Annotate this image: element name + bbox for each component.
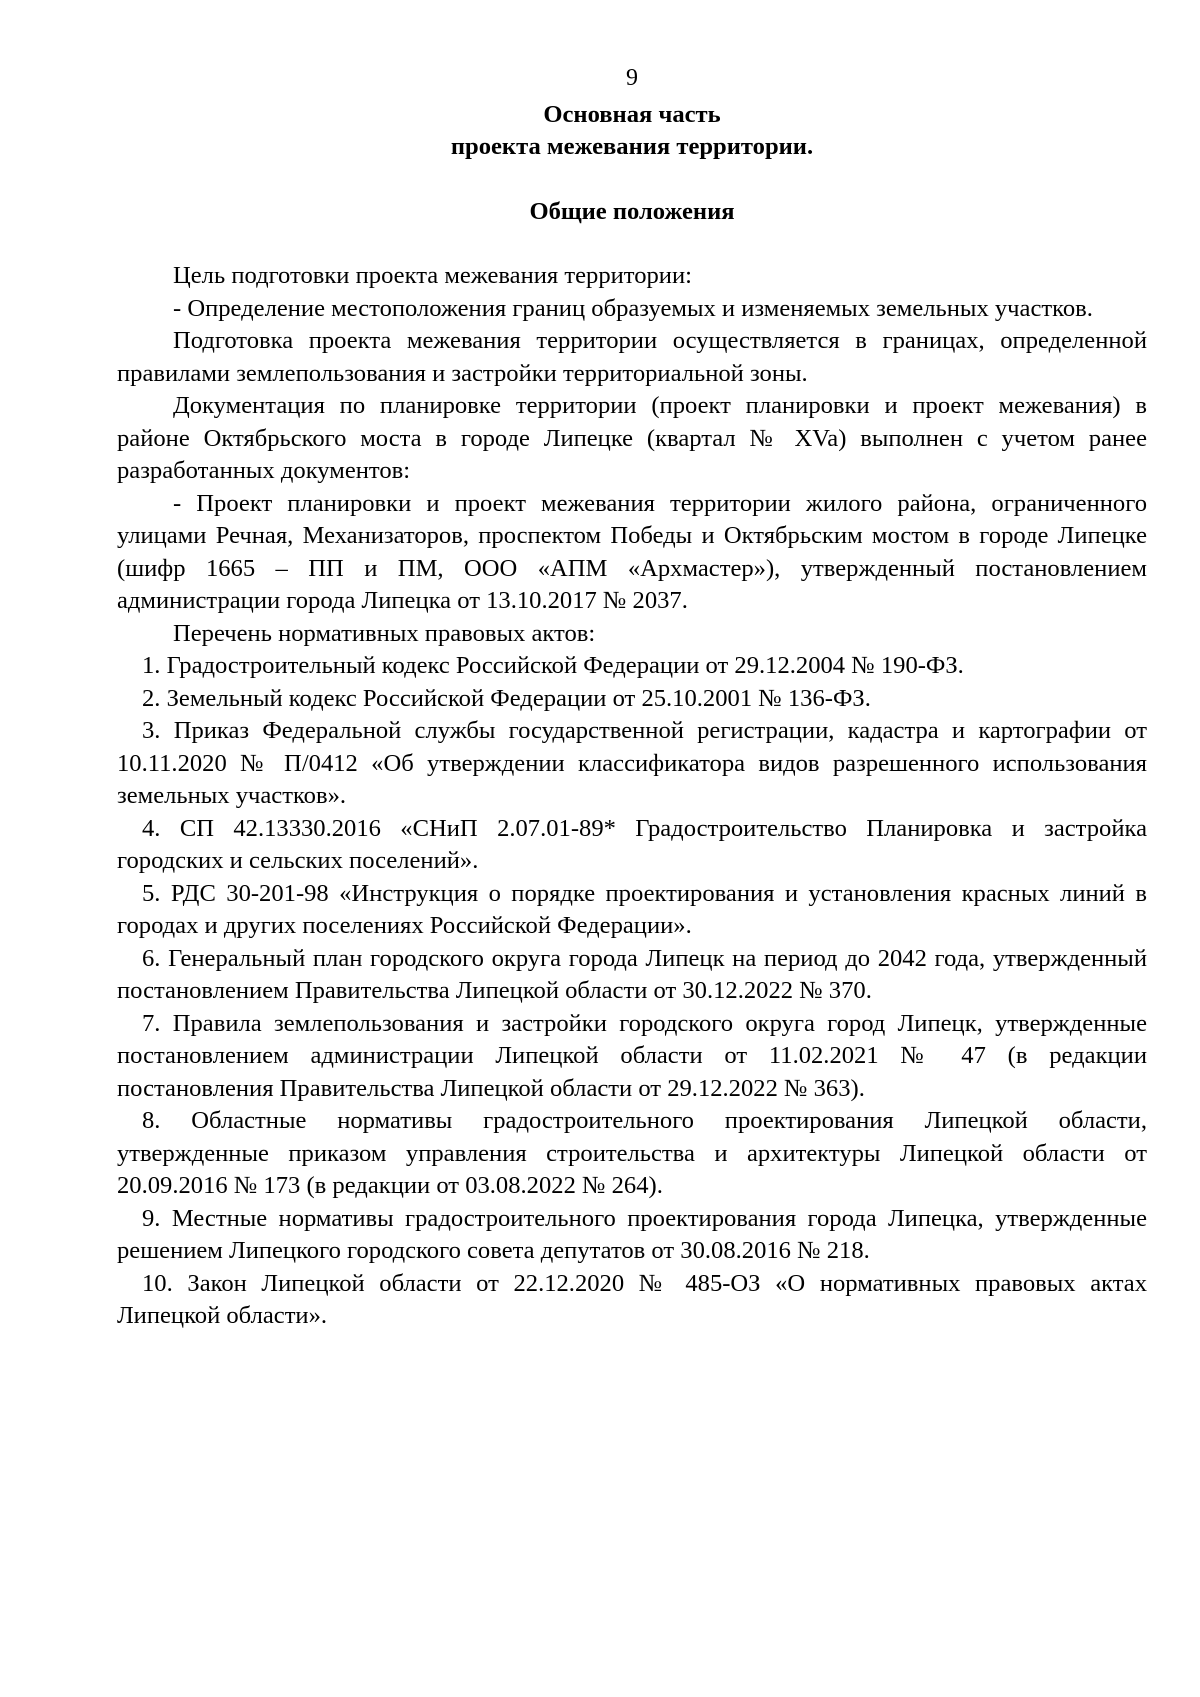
documentation-paragraph: Документация по планировке территории (проект планировки и проект межевания) в районе Октябрьского моста в городе Липецке (квартал № XVa) выполнен с учетом ранее разработанных документов:: [117, 392, 1147, 484]
list-item-number: 7.: [142, 1009, 161, 1037]
acts-list-intro: Перечень нормативных правовых актов:: [173, 619, 596, 647]
list-item: [117, 683, 1147, 716]
list-item-text: Приказ Федеральной службы государственной регистрации, кадастра и картографии от 10.11.2020 № П/0412 «Об утверждении классификатора видов разрешенного использования земельных участков».: [117, 717, 1147, 809]
list-item-number: 3.: [142, 717, 161, 744]
list-item: [117, 1105, 1147, 1203]
list-item: [117, 1203, 1147, 1268]
list-item-number: 4.: [142, 814, 161, 842]
list-item-text: Градостроительный кодекс Российской Федерации от 29.12.2004 № 190-ФЗ.: [166, 652, 964, 679]
list-item: [117, 943, 1147, 1008]
section-title: Общие положения: [529, 197, 735, 225]
list-item: [117, 878, 1147, 943]
list-item-text: Закон Липецкой области от 22.12.2020 № 485-ОЗ «О нормативных правовых актах Липецкой области».: [117, 1269, 1147, 1329]
list-item: [117, 1008, 1147, 1106]
list-item: [117, 813, 1147, 878]
list-item-number: 10.: [142, 1269, 173, 1297]
list-item-number: 6.: [142, 944, 161, 972]
list-item-text: Земельный кодекс Российской Федерации от 25.10.2001 № 136-ФЗ.: [166, 684, 871, 712]
list-item-text: СП 42.13330.2016 «СНиП 2.07.01-89* Градостроительство Планировка и застройка городских и сельских поселений».: [117, 814, 1147, 874]
list-item-number: 8.: [142, 1107, 161, 1134]
list-item-number: 5.: [142, 879, 161, 907]
acts-list: [117, 650, 1147, 1333]
list-item: [117, 715, 1147, 813]
goal-paragraph: Цель подготовки проекта межевания территории:: [173, 262, 692, 289]
list-item-text: Местные нормативы градостроительного проектирования города Липецка, утвержденные решением Липецкого городского совета депутатов от 30.08.2016 № 218.: [117, 1204, 1147, 1264]
goal-item-paragraph: - Определение местоположения границ образуемых и изменяемых земельных участков.: [173, 294, 1093, 322]
list-item: [117, 1268, 1147, 1333]
documentation-item-paragraph: - Проект планировки и проект межевания территории жилого района, ограниченного улицами Речная, Механизаторов, проспектом Победы и Октябрьским мостом в городе Липецке (шифр 1665 – ПП и ПМ, ООО «АПМ «Архмастер»), утвержденный постановлением администрации города Липецка от 13.10.2017 № 2037.: [117, 489, 1147, 614]
list-item-text: Генеральный план городского округа города Липецк на период до 2042 года, утвержденный постановлением Правительства Липецкой области от 30.12.2022 № 370.: [117, 944, 1147, 1004]
document-title-line-2: проекта межевания территории.: [450, 133, 814, 160]
list-item-text: Областные нормативы градостроительного проектирования Липецкой области, утвержденные приказом управления строительства и архитектуры Липецкой области от 20.09.2016 № 173 (в редакции от 03.08.2022 № 264).: [117, 1107, 1147, 1199]
list-item-number: 1.: [142, 652, 161, 679]
document-title-line-1: Основная часть: [543, 100, 721, 128]
document-page: [117, 62, 1147, 1333]
page-number: 9: [626, 65, 638, 91]
list-item-number: 2.: [142, 684, 161, 712]
list-item-text: РДС 30-201-98 «Инструкция о порядке проектирования и установления красных линий в городах и других поселениях Российской Федерации».: [117, 879, 1147, 939]
list-item-text: Правила землепользования и застройки городского округа город Липецк, утвержденные постановлением администрации Липецкой области от 11.02.2021 № 47 (в редакции постановления Правительства Липецкой области от 29.12.2022 № 363).: [117, 1009, 1147, 1102]
list-item: [117, 650, 1147, 683]
list-item-number: 9.: [142, 1204, 161, 1232]
preparation-paragraph: Подготовка проекта межевания территории осуществляется в границах, определенной правилами землепользования и застройки территориальной зоны.: [117, 327, 1147, 387]
